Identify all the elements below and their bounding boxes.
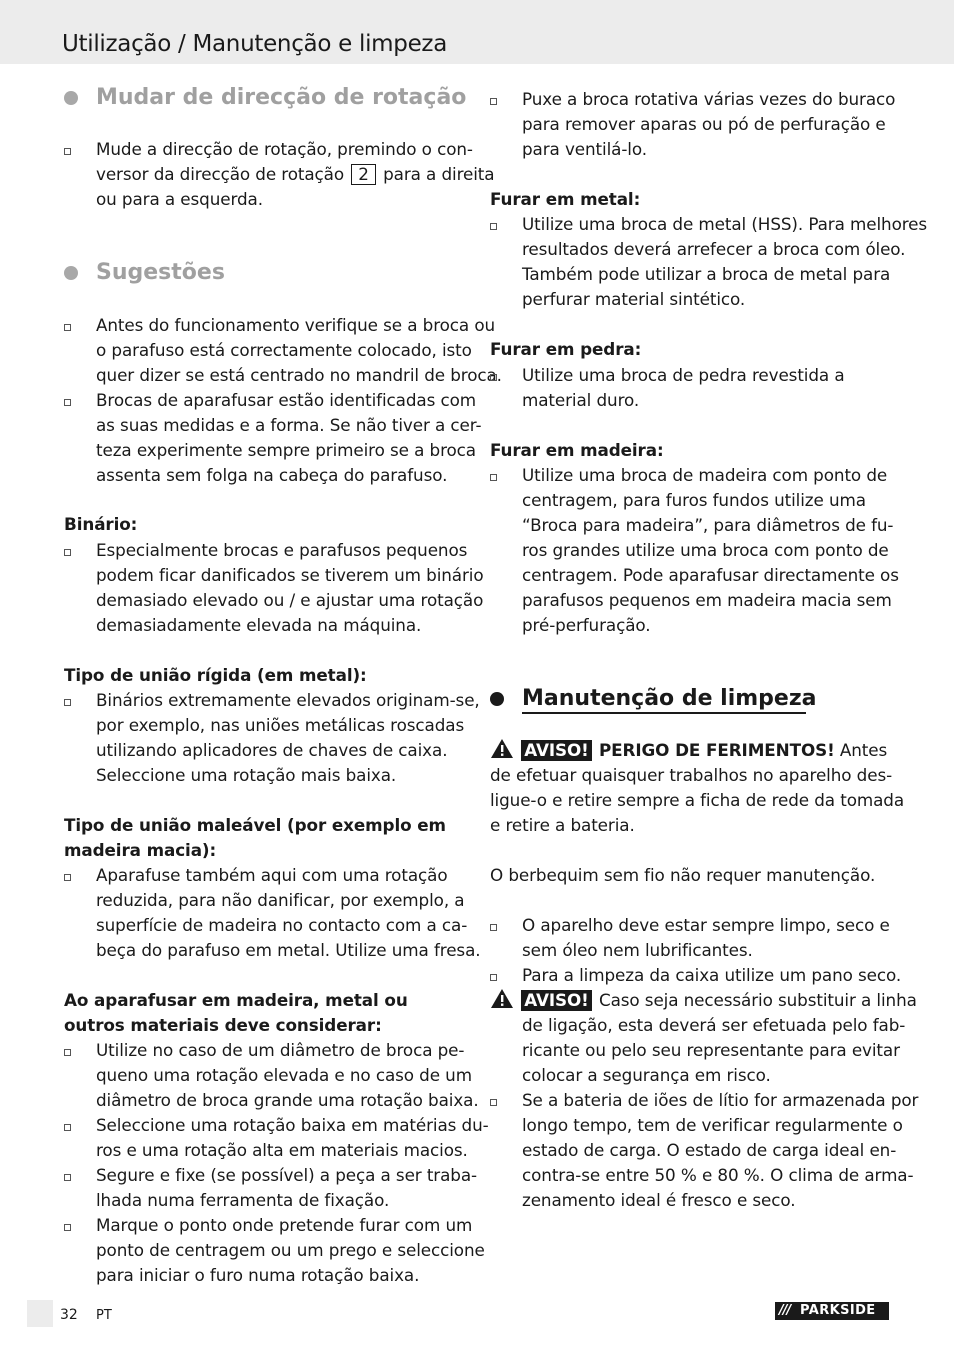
text-line: podem ficar danificados se tiverem um binário (96, 565, 484, 585)
warning-triangle-icon (490, 988, 514, 1016)
text-line: perfurar material sintético. (522, 289, 746, 309)
text-line: demasiado elevado ou / e ajustar uma rotação (96, 590, 484, 610)
text-line: Seleccione uma rotação mais baixa. (96, 765, 397, 785)
text-line: Utilize uma broca de madeira com ponto de (522, 465, 888, 485)
warning-line: AVISO! Caso seja necessário substituir a linha (490, 988, 917, 1016)
warning-triangle-icon (490, 738, 514, 766)
text-line: Mude a direcção de rotação, premindo o con- (96, 139, 473, 159)
text-line: Se a bateria de iões de lítio for armazenada por (522, 1090, 919, 1110)
text-line: contra-se entre 50 % e 80 %. O clima de arma- (522, 1165, 914, 1185)
checkbox-bullet-icon (490, 98, 497, 105)
text-line: assenta sem folga na cabeça do parafuso. (96, 465, 448, 485)
section-bullet-icon (64, 91, 78, 105)
language-code: PT (96, 1308, 112, 1323)
part-reference-box: 2 (351, 164, 376, 185)
subheading-screwing: outros materiais deve considerar: (64, 1015, 382, 1035)
text-line: o parafuso está correctamente colocado, isto (96, 340, 472, 360)
checkbox-bullet-icon (64, 148, 71, 155)
checkbox-bullet-icon (64, 549, 71, 556)
text-line: Para a limpeza da caixa utilize um pano seco. (522, 965, 902, 985)
text-line: teza experimente sempre primeiro se a broca (96, 440, 476, 460)
checkbox-bullet-icon (64, 1049, 71, 1056)
text-line: por exemplo, nas uniões metálicas roscadas (96, 715, 465, 735)
section-title-underline (522, 712, 806, 714)
text-line: O aparelho deve estar sempre limpo, seco e (522, 915, 890, 935)
text-line: diâmetro de broca grande uma rotação baixa. (96, 1090, 479, 1110)
text-line: para iniciar o furo numa rotação baixa. (96, 1265, 420, 1285)
text-line: e retire a bateria. (490, 815, 635, 835)
checkbox-bullet-icon (64, 399, 71, 406)
subheading-screwing: Ao aparafusar em madeira, metal ou (64, 990, 408, 1010)
text-line: sem óleo nem lubrificantes. (522, 940, 753, 960)
checkbox-bullet-icon (64, 1174, 71, 1181)
text-line: estado de carga. O estado de carga ideal en- (522, 1140, 897, 1160)
subheading-metal: Furar em metal: (490, 189, 641, 209)
text-line: colocar a segurança em risco. (522, 1065, 771, 1085)
section-bullet-icon (490, 692, 504, 706)
text-line: queno uma rotação elevada e no caso de um (96, 1065, 472, 1085)
checkbox-bullet-icon (490, 924, 497, 931)
section-title-rotation: Mudar de direcção de rotação (96, 85, 467, 110)
warning-badge: AVISO! (521, 990, 591, 1011)
text-line: pré-perfuração. (522, 615, 651, 635)
subheading-wood: Furar em madeira: (490, 440, 664, 460)
text-line: Utilize uma broca de metal (HSS). Para melhores (522, 214, 928, 234)
text-line: para remover aparas ou pó de perfuração e (522, 114, 886, 134)
text-line: superfície de madeira no contacto com a ca- (96, 915, 468, 935)
text-line: de efetuar quaisquer trabalhos no aparelho des- (490, 765, 893, 785)
text-line: ou para a esquerda. (96, 189, 263, 209)
text-line: ligue-o e retire sempre a ficha de rede da tomada (490, 790, 905, 810)
text-line: para ventilá-lo. (522, 139, 647, 159)
subheading-soft-joint: madeira macia): (64, 840, 217, 860)
text-line: Brocas de aparafusar estão identificadas com (96, 390, 476, 410)
text-line: utilizando aplicadores de chaves de caixa. (96, 740, 448, 760)
checkbox-bullet-icon (64, 874, 71, 881)
text-line: Aparafuse também aqui com uma rotação (96, 865, 448, 885)
text-line: demasiadamente elevada na máquina. (96, 615, 422, 635)
danger-text: PERIGO DE FERIMENTOS! (598, 740, 835, 760)
text-line: Seleccione uma rotação baixa em matérias du- (96, 1115, 489, 1135)
text-line: centragem. Pode aparafusar directamente os (522, 565, 899, 585)
section-title-tips: Sugestões (96, 260, 225, 285)
checkbox-bullet-icon (64, 324, 71, 331)
text-line: Marque o ponto onde pretende furar com um (96, 1215, 473, 1235)
subheading-stone: Furar em pedra: (490, 339, 642, 359)
section-bullet-icon (64, 266, 78, 280)
page-number: 32 (60, 1307, 78, 1323)
checkbox-bullet-icon (490, 474, 497, 481)
text-line: ricante ou pelo seu representante para evitar (522, 1040, 900, 1060)
subheading-soft-joint: Tipo de união maleável (por exemplo em (64, 815, 446, 835)
text-line: ros grandes utilize uma broca com ponto de (522, 540, 889, 560)
text-line: beça do parafuso em metal. Utilize uma fresa. (96, 940, 481, 960)
checkbox-bullet-icon (64, 1124, 71, 1131)
checkbox-bullet-icon (490, 974, 497, 981)
logo-text: PARKSIDE (800, 1303, 876, 1318)
text-line: longo tempo, tem de verificar regularmente o (522, 1115, 903, 1135)
text-line: Segure e fixe (se possível) a peça a ser traba- (96, 1165, 477, 1185)
text-line: quer dizer se está centrado no mandril de broca. (96, 365, 502, 385)
text-line: lhada numa ferramenta de fixação. (96, 1190, 390, 1210)
subheading-rigid-joint: Tipo de união rígida (em metal): (64, 665, 367, 685)
text-line: de ligação, esta deverá ser efetuada pelo fab- (522, 1015, 906, 1035)
page-header (0, 0, 954, 64)
text-line: ponto de centragem ou um prego e seleccione (96, 1240, 485, 1260)
checkbox-bullet-icon (64, 1224, 71, 1231)
text-line: reduzida, para não danificar, por exemplo, a (96, 890, 465, 910)
text-line: resultados deverá arrefecer a broca com óleo. (522, 239, 906, 259)
text-line: as suas medidas e a forma. Se não tiver a cer- (96, 415, 482, 435)
text-line: “Broca para madeira”, para diâmetros de fu- (522, 515, 894, 535)
text-line: material duro. (522, 390, 640, 410)
checkbox-bullet-icon (490, 1099, 497, 1106)
text-line: ros e uma rotação alta em materiais macios. (96, 1140, 468, 1160)
text-line: Puxe a broca rotativa várias vezes do buraco (522, 89, 896, 109)
parkside-logo (775, 1302, 889, 1320)
text-line: versor da direcção de rotação 2 para a direita (96, 164, 495, 184)
text-line: Antes do funcionamento verifique se a broca ou (96, 315, 496, 335)
text-line: Especialmente brocas e parafusos pequenos (96, 540, 468, 560)
text-line: O berbequim sem fio não requer manutenção. (490, 865, 876, 885)
checkbox-bullet-icon (490, 374, 497, 381)
section-title-maintenance: Manutenção de limpeza (522, 686, 817, 711)
text-line: Utilize no caso de um diâmetro de broca pe- (96, 1040, 465, 1060)
text-line: centragem, para furos fundos utilize uma (522, 490, 866, 510)
text-line: zenamento ideal é fresco e seco. (522, 1190, 796, 1210)
text-line: Binários extremamente elevados originam-se, (96, 690, 480, 710)
footer-page-marker (27, 1300, 53, 1327)
text-line: Utilize uma broca de pedra revestida a (522, 365, 845, 385)
logo-stripes-icon: /// (779, 1303, 791, 1318)
text-line: parafusos pequenos em madeira macia sem (522, 590, 892, 610)
checkbox-bullet-icon (64, 699, 71, 706)
warning-badge: AVISO! (521, 740, 591, 761)
warning-line: AVISO! PERIGO DE FERIMENTOS! Antes (490, 738, 887, 766)
checkbox-bullet-icon (490, 223, 497, 230)
text-line: Também pode utilizar a broca de metal para (522, 264, 891, 284)
page-title: Utilização / Manutenção e limpeza (62, 31, 447, 57)
subheading-torque: Binário: (64, 514, 138, 534)
